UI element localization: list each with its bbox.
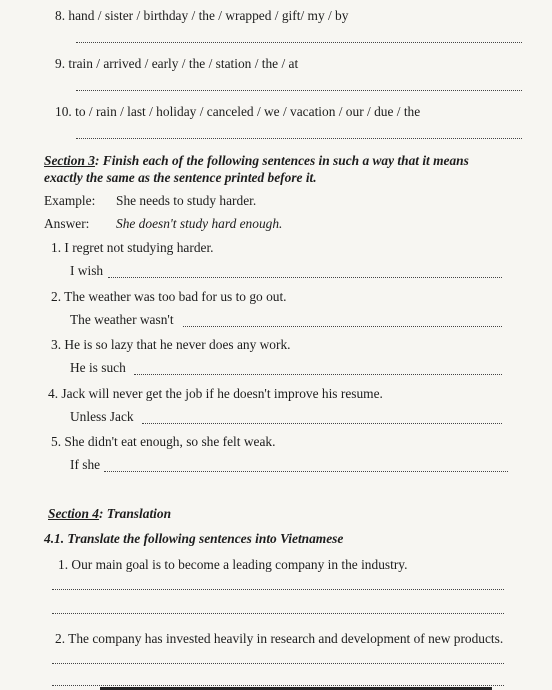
answer-text: She doesn't study hard enough. <box>116 216 283 231</box>
rewrite-prompt: Unless Jack <box>70 409 134 424</box>
rewrite-prompt: If she <box>70 457 101 472</box>
rewrite-item-5 <box>51 434 275 450</box>
example-text: She needs to study harder. <box>116 193 257 208</box>
rewrite-prompt: I wish <box>70 263 104 278</box>
section-3-label: Section 3 <box>44 153 95 168</box>
exercise-item-9 <box>55 56 298 72</box>
item-sentence: He is so lazy that he never does any work. <box>64 337 291 352</box>
item-words: hand / sister / birthday / the / wrapped / gift/ my / by <box>68 8 349 23</box>
section-4-title: : Translation <box>98 506 172 521</box>
rewrite-item-2 <box>51 289 287 305</box>
example-row <box>44 193 257 209</box>
translate-item-1 <box>58 557 407 573</box>
answer-line[interactable] <box>76 90 522 91</box>
translate-item-2 <box>55 631 503 647</box>
answer-line[interactable] <box>52 613 504 614</box>
answer-line[interactable] <box>52 663 504 664</box>
answer-line[interactable] <box>104 471 508 472</box>
answer-line[interactable] <box>52 589 504 590</box>
item-number: 2. <box>55 631 66 646</box>
answer-line[interactable] <box>76 138 522 139</box>
answer-line[interactable] <box>134 374 502 375</box>
exercise-item-10 <box>55 104 420 120</box>
item-number: 9. <box>55 56 66 71</box>
section-3-instruction-cont: exactly the same as the sentence printed before it. <box>44 170 317 185</box>
exercise-item-8 <box>55 8 348 24</box>
answer-line[interactable] <box>52 685 504 686</box>
answer-line[interactable] <box>142 423 502 424</box>
item-words: train / arrived / early / the / station / the / at <box>68 56 299 71</box>
item-number: 10. <box>55 104 72 119</box>
rewrite-item-4 <box>48 386 383 402</box>
answer-line[interactable] <box>108 277 502 278</box>
section-3-instruction: : Finish each of the following sentences in such a way that it means <box>94 153 469 168</box>
rewrite-item-1 <box>51 240 214 256</box>
example-label: Example: <box>44 193 96 208</box>
rewrite-prompt: He is such <box>70 360 126 375</box>
item-sentence: I regret not studying harder. <box>64 240 214 255</box>
answer-row <box>44 216 283 232</box>
item-number: 5. <box>51 434 62 449</box>
item-number: 3. <box>51 337 62 352</box>
item-number: 1. <box>51 240 62 255</box>
section-4-heading <box>48 506 171 522</box>
item-sentence: She didn't eat enough, so she felt weak. <box>64 434 276 449</box>
answer-line[interactable] <box>76 42 522 43</box>
item-number: 1. <box>58 557 69 572</box>
section-4-label: Section 4 <box>48 506 99 521</box>
item-sentence: The weather was too bad for us to go out. <box>64 289 287 304</box>
item-text: The company has invested heavily in research and development of new products. <box>68 631 504 646</box>
section-3-heading <box>44 153 469 169</box>
section-4-subheading: 4.1. Translate the following sentences into Vietnamese <box>44 531 344 546</box>
answer-label: Answer: <box>44 216 90 231</box>
item-text: Our main goal is to become a leading company in the industry. <box>71 557 408 572</box>
item-number: 8. <box>55 8 66 23</box>
answer-line[interactable] <box>183 326 502 327</box>
item-words: to / rain / last / holiday / canceled / we / vacation / our / due / the <box>75 104 421 119</box>
item-sentence: Jack will never get the job if he doesn't improve his resume. <box>61 386 383 401</box>
rewrite-item-3 <box>51 337 291 353</box>
rewrite-prompt: The weather wasn't <box>70 312 174 327</box>
item-number: 2. <box>51 289 62 304</box>
item-number: 4. <box>48 386 59 401</box>
